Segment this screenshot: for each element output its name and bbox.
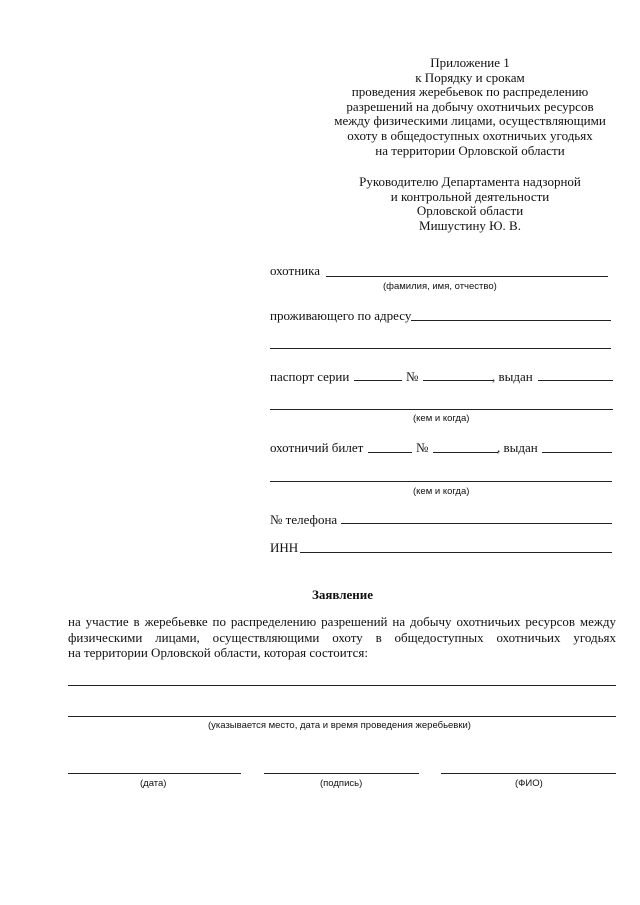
hunting-ticket-number-sign: № bbox=[416, 440, 429, 455]
hunter-label: охотника bbox=[270, 263, 320, 278]
statement-title: Заявление bbox=[312, 587, 374, 602]
address-field-line2[interactable] bbox=[270, 348, 611, 349]
passport-series-label: паспорт серии bbox=[270, 369, 350, 384]
header-line: охоту в общедоступных охотничьих угодьях bbox=[347, 127, 593, 143]
full-name-caption: (ФИО) bbox=[515, 778, 543, 789]
addressee-line: Мишустину Ю. В. bbox=[419, 217, 521, 233]
addressee-line: Руководителю Департамента надзорной bbox=[359, 174, 581, 189]
hunting-ticket-issued-field[interactable] bbox=[542, 452, 612, 453]
hunter-caption: (фамилия, имя, отчество) bbox=[383, 281, 497, 292]
address-field[interactable] bbox=[411, 320, 611, 321]
signature-caption: (подпись) bbox=[320, 778, 363, 789]
addressee-block bbox=[300, 175, 640, 233]
statement-line: на участие в жеребьевке по распределению разрешений на добычу охотничьих ресурсов между bbox=[68, 614, 616, 629]
hunting-ticket-issued-caption: (кем и когда) bbox=[413, 486, 470, 497]
header-line: разрешений на добычу охотничьих ресурсов bbox=[346, 98, 594, 114]
header-line: на территории Орловской области bbox=[375, 142, 565, 158]
addressee-line: и контрольной деятельности bbox=[390, 188, 550, 204]
passport-issued-field-line2[interactable] bbox=[270, 409, 613, 410]
statement-line: на территории Орловской области, которая состоится: bbox=[68, 645, 368, 660]
header-line: между физическими лицами, осуществляющими bbox=[334, 113, 606, 129]
hunting-ticket-issued-label: , выдан bbox=[497, 440, 538, 455]
place-field-line2[interactable] bbox=[68, 716, 616, 717]
header-line: Приложение 1 bbox=[430, 55, 510, 70]
header-line: к Порядку и срокам bbox=[415, 69, 525, 85]
passport-issued-field[interactable] bbox=[538, 380, 613, 381]
address-label: проживающего по адресу bbox=[270, 308, 412, 323]
full-name-field[interactable] bbox=[441, 773, 616, 774]
hunting-ticket-number-field[interactable] bbox=[433, 452, 498, 453]
appendix-header bbox=[300, 56, 640, 158]
statement-line: физическими лицами, осуществляющими охоту в общедоступных охотничьих угодьях bbox=[68, 629, 616, 645]
place-field[interactable] bbox=[68, 685, 616, 686]
passport-number-field[interactable] bbox=[423, 380, 493, 381]
passport-number-sign: № bbox=[406, 369, 419, 384]
date-caption: (дата) bbox=[140, 778, 167, 789]
passport-series-field[interactable] bbox=[354, 380, 402, 381]
place-caption: (указывается место, дата и время проведения жеребьевки) bbox=[208, 720, 471, 731]
signature-field[interactable] bbox=[264, 773, 419, 774]
inn-field[interactable] bbox=[300, 552, 612, 553]
addressee-line: Орловской области bbox=[416, 203, 524, 219]
date-field[interactable] bbox=[68, 773, 241, 774]
phone-label: № телефона bbox=[270, 512, 338, 527]
hunting-ticket-label: охотничий билет bbox=[270, 440, 364, 455]
hunting-ticket-series-field[interactable] bbox=[368, 452, 412, 453]
statement-text bbox=[68, 614, 616, 661]
inn-label: ИНН bbox=[270, 540, 299, 555]
passport-issued-label: , выдан bbox=[492, 369, 533, 384]
header-line: проведения жеребьевок по распределению bbox=[351, 84, 589, 100]
hunter-name-field[interactable] bbox=[326, 276, 608, 277]
hunting-ticket-issued-field-line2[interactable] bbox=[270, 481, 612, 482]
phone-field[interactable] bbox=[341, 523, 612, 524]
passport-issued-caption: (кем и когда) bbox=[413, 413, 470, 424]
